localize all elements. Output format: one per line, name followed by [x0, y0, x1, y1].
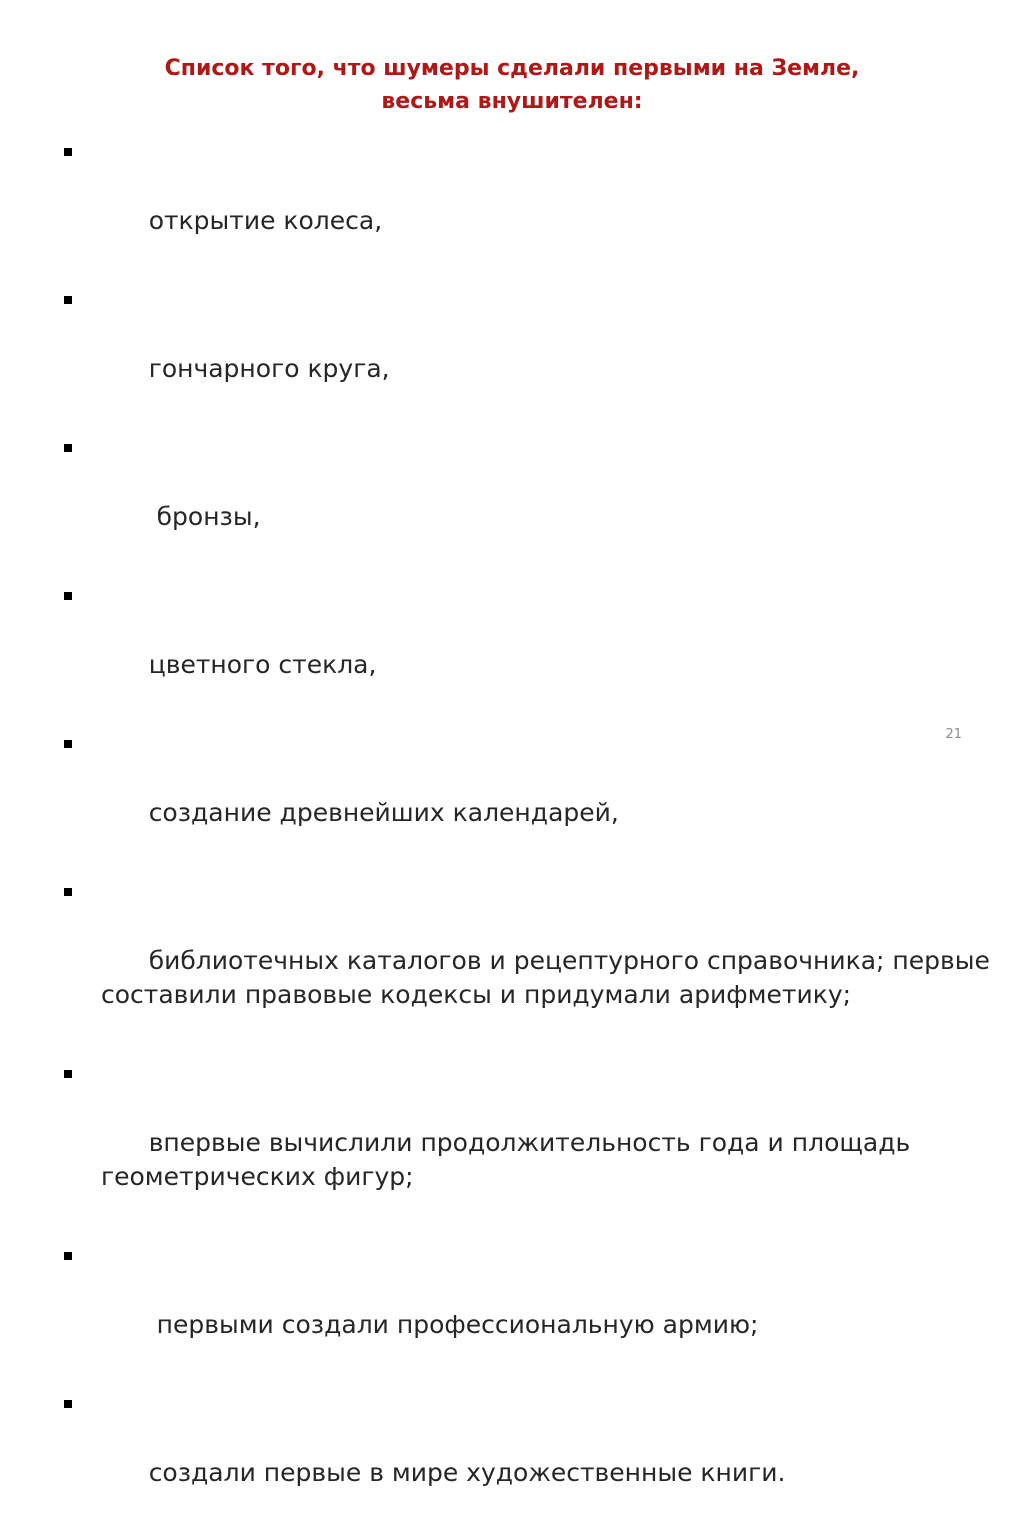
- list-item-text: первыми создали профессиональную армию;: [148, 1310, 759, 1339]
- square-bullet-icon: [64, 296, 72, 304]
- list-item: [60, 1058, 990, 1228]
- list-item: [60, 728, 990, 864]
- list-item: [60, 1240, 990, 1376]
- square-bullet-icon: [64, 148, 72, 156]
- square-bullet-icon: [64, 592, 72, 600]
- square-bullet-icon: [64, 1252, 72, 1260]
- list-item: [60, 284, 990, 420]
- title-line-2: весьма внушителен:: [381, 89, 643, 114]
- square-bullet-icon: [64, 1400, 72, 1408]
- list-item-text: открытие колеса,: [148, 206, 383, 235]
- bullet-list: [60, 136, 998, 1536]
- list-item-text: бронзы,: [148, 502, 261, 531]
- square-bullet-icon: [64, 444, 72, 452]
- list-item: [60, 580, 990, 716]
- list-item: [60, 432, 990, 568]
- list-item: [60, 1388, 990, 1524]
- page-number: 21: [945, 727, 962, 742]
- square-bullet-icon: [64, 888, 72, 896]
- list-item-text: цветного стекла,: [148, 650, 377, 679]
- title-line-1: Список того, что шумеры сделали первыми на Земле,: [164, 56, 860, 81]
- square-bullet-icon: [64, 1070, 72, 1078]
- list-item: [60, 136, 990, 272]
- list-item: [60, 876, 998, 1046]
- slide-title: [60, 52, 964, 118]
- square-bullet-icon: [64, 740, 72, 748]
- list-item-text: библиотечных каталогов и рецептурного справочника; первые составили правовые кодексы и придумали арифметику;: [101, 946, 998, 1009]
- list-item-text: впервые вычислили продолжительность года и площадь геометрических фигур;: [101, 1128, 919, 1191]
- list-item-text: создали первые в мире художественные книги.: [148, 1458, 786, 1487]
- list-item-text: гончарного круга,: [148, 354, 390, 383]
- list-item-text: создание древнейших календарей,: [148, 798, 619, 827]
